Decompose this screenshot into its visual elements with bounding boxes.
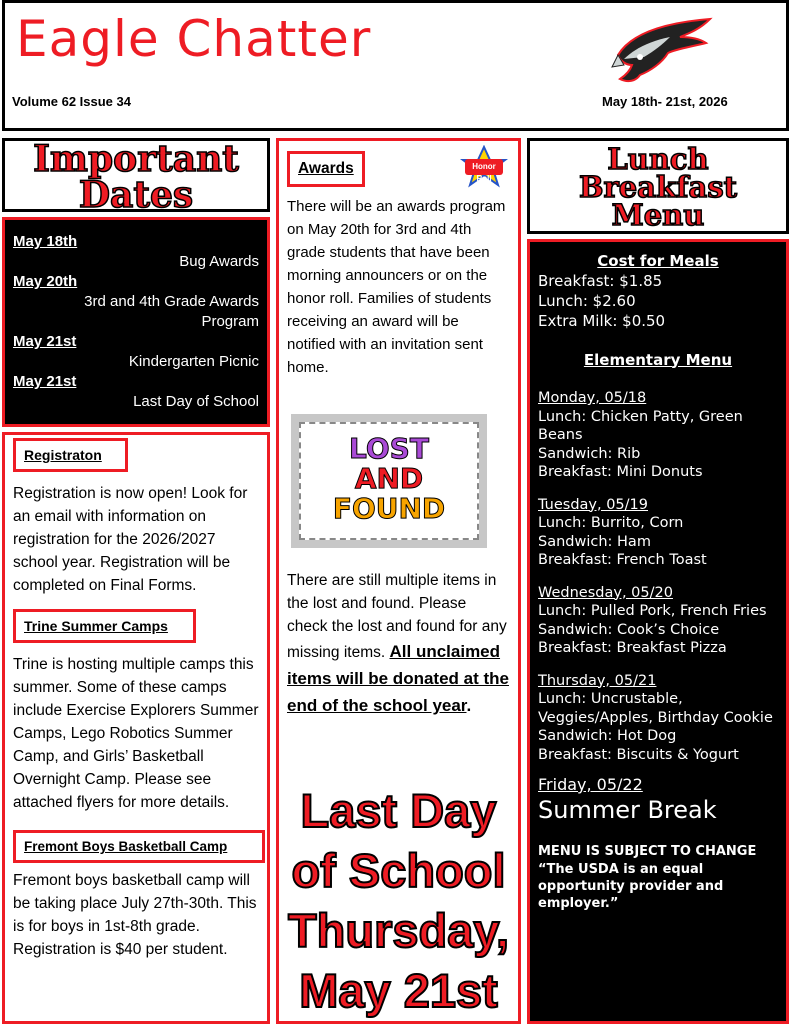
registration-heading: Registraton: [13, 438, 128, 472]
usda-statement: “The USDA is an equal opportunity provider and employer.”: [538, 862, 724, 911]
date-label: May 18th: [13, 233, 78, 250]
menu-panel: [527, 239, 789, 1024]
newsletter-title: Eagle Chatter: [16, 10, 372, 68]
found-word: FOUND: [332, 492, 446, 525]
menu-title: [530, 142, 786, 232]
date-label: May 21st: [13, 373, 77, 390]
last-day-line1: Last Day: [300, 784, 497, 837]
lost-and-found-frame: [299, 422, 479, 540]
honor-roll-label: Honor Roll: [472, 162, 496, 183]
menu-day: [538, 389, 778, 482]
honor-roll-icon: [459, 145, 509, 189]
date-entry: [13, 372, 259, 412]
volume-issue: Volume 62 Issue 34: [12, 94, 131, 109]
and-word: AND: [354, 462, 424, 495]
menu-title-line2: Breakfast: [578, 170, 738, 204]
date-event: Kindergarten Picnic: [128, 353, 259, 370]
issue-date: May 18th- 21st, 2026: [602, 94, 728, 109]
fremont-camp-heading: Fremont Boys Basketball Camp: [13, 830, 265, 863]
friday-text: Summer Break: [538, 795, 717, 824]
last-day-line2: of School: [291, 844, 506, 897]
menu-day: [538, 496, 778, 570]
menu-day-label: Tuesday, 05/19: [538, 496, 648, 513]
menu-disclaimer: MENU IS SUBJECT TO CHANGE: [538, 843, 757, 859]
important-dates-title-line2: Dates: [78, 174, 194, 216]
important-dates-title-box: [2, 138, 270, 216]
lost-and-found-image: [291, 414, 487, 548]
eagle-head-logo-icon: [610, 15, 720, 87]
menu-day-label: Monday, 05/18: [538, 390, 647, 406]
lost-and-found-text: [287, 569, 509, 719]
date-event: Last Day of School: [133, 393, 259, 410]
menu-line: Breakfast: French Toast: [538, 552, 707, 568]
date-event: 3rd and 4th Grade Awards Program: [84, 293, 259, 330]
menu-line: Lunch: Uncrustable, Veggies/Apples, Birthday Cookie: [538, 691, 773, 726]
menu-line: Sandwich: Cook’s Choice: [538, 621, 720, 638]
menu-line: Sandwich: Hot Dog: [538, 728, 677, 744]
important-dates-list: [2, 217, 270, 427]
awards-body: There will be an awards program on May 20th for 3rd and 4th grade students that have been morning announcers or on the honor roll. Families of students receiving an award will be notified with an invitation sent home.: [287, 198, 506, 376]
left-articles-column: [2, 432, 270, 1024]
lost-word: LOST: [349, 432, 429, 465]
menu-title-line3: Menu: [611, 198, 705, 232]
menu-line: Breakfast: Breakfast Pizza: [538, 640, 727, 656]
menu-line: Breakfast: Mini Donuts: [538, 464, 703, 480]
fremont-camp-body: Fremont boys basketball camp will be taking place July 27th-30th. This is for boys in 1st-8th grade. Registration is $40 per student.: [13, 872, 257, 958]
menu-title-box: [527, 138, 789, 234]
trine-camps-body: Trine is hosting multiple camps this summer. Some of these camps include Exercise Explorers Summer Camps, Lego Robotics Summer Camp, and Girls’ Basketball Overnight Camp. Please see attached flyers for more details.: [13, 656, 259, 811]
date-label: May 20th: [13, 273, 78, 290]
cost-milk: Extra Milk: $0.50: [538, 311, 666, 330]
important-dates-title: [5, 138, 267, 216]
trine-camps-heading: Trine Summer Camps: [13, 609, 196, 643]
lost-and-found-period: .: [466, 696, 472, 715]
date-event: Bug Awards: [179, 253, 259, 270]
middle-articles-column: [276, 138, 521, 1024]
menu-day-label: Thursday, 05/21: [538, 672, 657, 689]
menu-line: Lunch: Burrito, Corn: [538, 515, 684, 531]
last-day-line3: Thursday,: [287, 904, 510, 957]
cost-lunch: Lunch: $2.60: [538, 291, 636, 310]
menu-title-line1: Lunch: [607, 142, 709, 176]
cost-heading: Cost for Meals: [597, 252, 719, 270]
date-entry: [13, 232, 259, 272]
important-dates-title-line1: Important: [33, 138, 239, 180]
menu-line: Sandwich: Ham: [538, 533, 651, 550]
lost-and-found-body: There are still multiple items in the lost and found. Please check the lost and found for any missing items.: [287, 572, 507, 661]
menu-day-label: Wednesday, 05/20: [538, 584, 673, 601]
menu-day: [538, 584, 778, 658]
last-day-line4: May 21st: [299, 964, 498, 1017]
date-entry: [13, 332, 259, 372]
menu-day: [538, 672, 778, 765]
newsletter-header: [2, 0, 789, 131]
friday-label: Friday, 05/22: [538, 775, 643, 794]
date-entry: [13, 272, 259, 332]
cost-breakfast: Breakfast: $1.85: [538, 271, 663, 290]
last-day-banner: [279, 781, 518, 1021]
registration-body: Registration is now open! Look for an email with information on registration for the 2026/2027 school year. Registration will be completed on Final Forms.: [13, 485, 248, 594]
awards-heading: Awards: [287, 151, 365, 187]
elementary-heading: Elementary Menu: [583, 350, 733, 369]
menu-line: Lunch: Chicken Patty, Green Beans: [538, 408, 743, 443]
lost-and-found-notice: All unclaimed items will be donated at the end of the school year: [287, 642, 509, 715]
menu-line: Breakfast: Biscuits & Yogurt: [538, 746, 739, 763]
menu-line: Lunch: Pulled Pork, French Fries: [538, 603, 767, 619]
menu-line: Sandwich: Rib: [538, 445, 641, 462]
date-label: May 21st: [13, 333, 77, 350]
